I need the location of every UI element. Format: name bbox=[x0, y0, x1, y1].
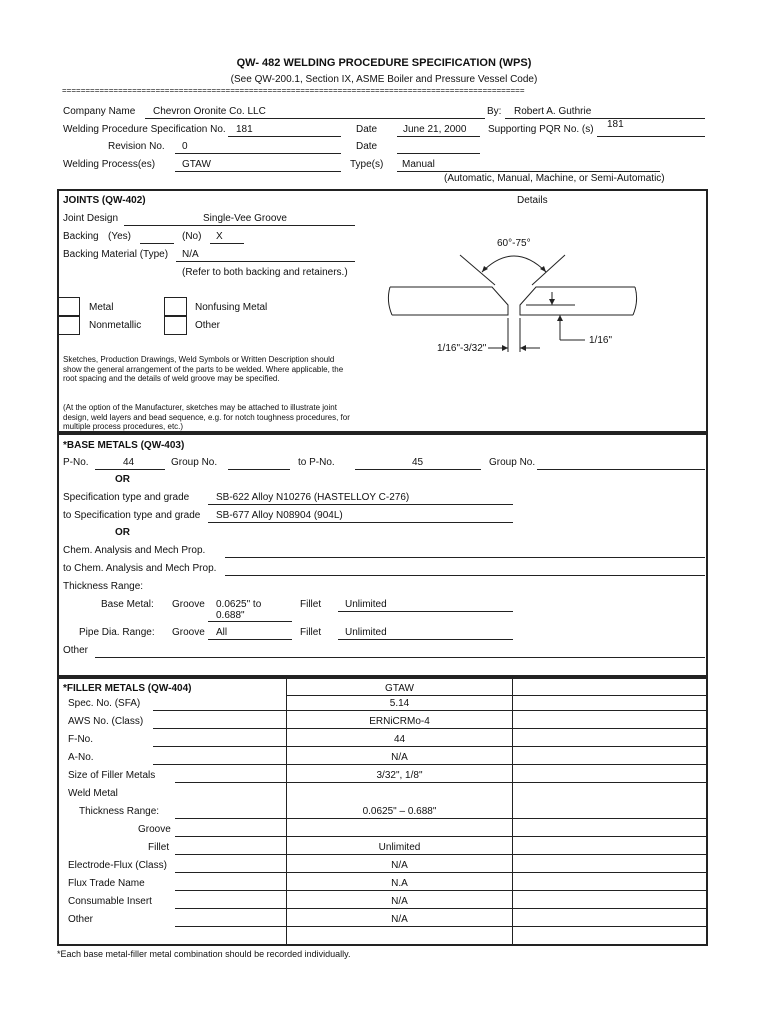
backing-yes-underline bbox=[140, 243, 174, 244]
filler-column-divider-2 bbox=[512, 678, 513, 945]
to-chem-analysis-underline bbox=[225, 575, 705, 576]
to-pno-label: to P-No. bbox=[298, 457, 335, 468]
filler-row-value: N/A bbox=[391, 896, 408, 907]
pqr-label: Supporting PQR No. (s) bbox=[488, 124, 594, 135]
document-subtitle: (See QW-200.1, Section IX, ASME Boiler and Pressure Vessel Code) bbox=[230, 74, 538, 85]
pipe-fillet-value: Unlimited bbox=[345, 627, 387, 638]
chem-analysis-label: Chem. Analysis and Mech Prop. bbox=[63, 545, 206, 556]
filler-row-value: Unlimited bbox=[378, 842, 421, 853]
joints-heading: JOINTS (QW-402) bbox=[63, 195, 146, 206]
separator-line: =================================================================================================== bbox=[62, 86, 525, 95]
filler-row-value: 5.14 bbox=[389, 698, 410, 709]
filler-row-underline bbox=[175, 782, 512, 783]
pno-underline bbox=[95, 469, 165, 470]
by-label: By: bbox=[487, 106, 502, 117]
backing-no-value: X bbox=[216, 231, 223, 242]
base-groove-value-1: 0.0625" to bbox=[216, 599, 262, 610]
filler-row-underline bbox=[175, 872, 512, 873]
joint-design-underline bbox=[124, 225, 355, 226]
filler-row-underline bbox=[153, 764, 512, 765]
filler-row-label: Flux Trade Name bbox=[68, 878, 145, 889]
pipe-groove-label: Groove bbox=[172, 627, 205, 638]
filler-row-underline bbox=[175, 836, 512, 837]
group-label: Group No. bbox=[171, 457, 218, 468]
or-label-1: OR bbox=[115, 474, 130, 485]
filler-row-underline-extra bbox=[512, 890, 706, 891]
pqr-value: 181 bbox=[607, 119, 624, 130]
filler-row-underline-extra bbox=[512, 746, 706, 747]
date-underline bbox=[397, 136, 480, 137]
filler-row-underline bbox=[175, 854, 512, 855]
nonfusing-metal-checkbox[interactable] bbox=[164, 297, 187, 317]
filler-row-underline bbox=[175, 890, 512, 891]
filler-row-value: N.A bbox=[391, 878, 408, 889]
base-groove-value-2: 0.688" bbox=[216, 610, 245, 621]
filler-row-label: Spec. No. (SFA) bbox=[68, 698, 141, 709]
date2-underline bbox=[397, 153, 480, 154]
document-title: QW- 482 WELDING PROCEDURE SPECIFICATION (WPS) bbox=[236, 57, 532, 69]
types-value: Manual bbox=[402, 159, 435, 170]
pipe-dia-range-label: Pipe Dia. Range: bbox=[79, 627, 155, 638]
other-checkbox[interactable] bbox=[164, 315, 187, 335]
welding-process-value: GTAW bbox=[182, 159, 211, 170]
filler-row-label: AWS No. (Class) bbox=[68, 716, 144, 727]
filler-row-underline bbox=[175, 908, 512, 909]
pno-value: 44 bbox=[123, 457, 135, 468]
filler-row-value: 0.0625" – 0.688" bbox=[362, 806, 437, 817]
pipe-groove-value: All bbox=[216, 627, 228, 638]
filler-row-label: Electrode-Flux (Class) bbox=[68, 860, 167, 871]
to-pno-underline bbox=[355, 469, 481, 470]
filler-header-rule bbox=[287, 695, 707, 696]
base-metals-heading: *BASE METALS (QW-403) bbox=[63, 440, 185, 451]
joint-design-value: Single-Vee Groove bbox=[203, 213, 287, 224]
filler-row-underline-extra bbox=[512, 926, 706, 927]
to-chem-analysis-label: to Chem. Analysis and Mech Prop. bbox=[63, 563, 217, 574]
pno-label: P-No. bbox=[63, 457, 89, 468]
revision-label: Revision No. bbox=[108, 141, 165, 152]
nonfusing-metal-label: Nonfusing Metal bbox=[195, 302, 268, 313]
base-groove-underline bbox=[208, 621, 292, 622]
to-pno-value: 45 bbox=[412, 457, 424, 468]
base-fillet-label: Fillet bbox=[300, 599, 322, 610]
group-underline bbox=[228, 469, 290, 470]
spec-grade-value: SB-622 Alloy N10276 (HASTELLOY C-276) bbox=[216, 492, 410, 503]
angle-label: 60°-75° bbox=[497, 238, 531, 249]
pipe-fillet-label: Fillet bbox=[300, 627, 322, 638]
filler-row-underline-extra bbox=[512, 764, 706, 765]
filler-row-value: N/A bbox=[391, 752, 408, 763]
pipe-fillet-underline bbox=[338, 639, 513, 640]
filler-row-underline bbox=[153, 710, 512, 711]
filler-row-underline-extra bbox=[512, 818, 706, 819]
spec-grade-label: Specification type and grade bbox=[63, 492, 190, 503]
backing-yes-label: (Yes) bbox=[108, 231, 131, 242]
nonmetallic-checkbox[interactable] bbox=[57, 315, 80, 335]
filler-row-label: Other bbox=[68, 914, 94, 925]
nonmetallic-label: Nonmetallic bbox=[89, 320, 142, 331]
base-fillet-value: Unlimited bbox=[345, 599, 387, 610]
filler-row-label: Fillet bbox=[148, 842, 170, 853]
right-plate bbox=[520, 287, 635, 315]
date-label: Date bbox=[356, 124, 378, 135]
date2-label: Date bbox=[356, 141, 378, 152]
filler-row-underline-extra bbox=[512, 908, 706, 909]
by-underline bbox=[505, 118, 705, 119]
left-plate bbox=[390, 287, 508, 315]
by-value: Robert A. Guthrie bbox=[514, 106, 592, 117]
group2-label: Group No. bbox=[489, 457, 536, 468]
base-groove-label: Groove bbox=[172, 599, 205, 610]
company-name-value: Chevron Oronite Co. LLC bbox=[153, 106, 266, 117]
sketch-note: Sketches, Production Drawings, Weld Symbols or Written Description should show the general arrangement of the parts to be welded. Where applicable, the root spacing and the details of weld groove may be specified. bbox=[63, 355, 344, 383]
filler-row-underline-extra bbox=[512, 836, 706, 837]
filler-row-underline bbox=[153, 728, 512, 729]
spec-grade-underline bbox=[208, 504, 513, 505]
to-spec-grade-underline bbox=[208, 522, 513, 523]
footnote: *Each base metal-filler metal combination should be recorded individually. bbox=[57, 949, 351, 959]
backing-no-label: (No) bbox=[182, 231, 202, 242]
filler-row-underline-extra bbox=[512, 782, 706, 783]
welding-process-label: Welding Process(es) bbox=[63, 159, 156, 170]
filler-row-value: ERNiCRMo-4 bbox=[369, 716, 430, 727]
chem-analysis-underline bbox=[225, 557, 705, 558]
pqr-underline bbox=[597, 136, 705, 137]
backing-label: Backing bbox=[63, 231, 99, 242]
filler-row-value: 44 bbox=[393, 734, 406, 745]
filler-row-underline-extra bbox=[512, 872, 706, 873]
base-metal-label: Base Metal: bbox=[101, 599, 154, 610]
wps-number-underline bbox=[228, 136, 341, 137]
filler-row-label: A-No. bbox=[68, 752, 94, 763]
backing-material-value: N/A bbox=[182, 249, 199, 260]
filler-row-label: Groove bbox=[138, 824, 171, 835]
revision-underline bbox=[175, 153, 341, 154]
filler-column-header-gtaw: GTAW bbox=[385, 683, 414, 694]
filler-row-underline bbox=[153, 746, 512, 747]
filler-row-underline bbox=[175, 818, 512, 819]
refer-note: (Refer to both backing and retainers.) bbox=[182, 267, 348, 278]
joint-design-label: Joint Design bbox=[63, 213, 119, 224]
base-fillet-underline bbox=[338, 611, 513, 612]
option-note: (At the option of the Manufacturer, sketches may be attached to illustrate joint design, weld layers and bead sequence, e.g. for notch toughness procedures, for multiple process procedures, etc.) bbox=[63, 403, 350, 431]
base-other-label: Other bbox=[63, 645, 89, 656]
filler-row-underline-extra bbox=[512, 728, 706, 729]
filler-metals-heading: *FILLER METALS (QW-404) bbox=[63, 683, 192, 694]
types-label: Type(s) bbox=[350, 159, 384, 170]
filler-row-label: F-No. bbox=[68, 734, 93, 745]
to-spec-grade-label: to Specification type and grade bbox=[63, 510, 201, 521]
wps-number-value: 181 bbox=[236, 124, 253, 135]
filler-row-label: Consumable Insert bbox=[68, 896, 152, 907]
filler-row-label: Thickness Range: bbox=[79, 806, 160, 817]
types-underline bbox=[397, 171, 660, 172]
to-spec-grade-value: SB-677 Alloy N08904 (904L) bbox=[216, 510, 343, 521]
company-name-underline bbox=[145, 118, 485, 119]
filler-row-value: N/A bbox=[391, 914, 408, 925]
metal-label: Metal bbox=[89, 302, 114, 313]
root-gap-label: 1/16"-3/32" bbox=[437, 343, 487, 354]
thickness-range-label: Thickness Range: bbox=[63, 581, 144, 592]
filler-row-label: Size of Filler Metals bbox=[68, 770, 156, 781]
details-label: Details bbox=[517, 195, 548, 206]
or-label-2: OR bbox=[115, 527, 130, 538]
filler-row-value: 3/32", 1/8" bbox=[376, 770, 423, 781]
filler-row-underline-extra bbox=[512, 710, 706, 711]
date-value: June 21, 2000 bbox=[403, 124, 467, 135]
base-other-underline bbox=[95, 657, 705, 658]
revision-value: 0 bbox=[182, 141, 188, 152]
pipe-groove-underline bbox=[208, 639, 292, 640]
other-label: Other bbox=[195, 320, 221, 331]
company-name-label: Company Name bbox=[63, 106, 136, 117]
backing-material-label: Backing Material (Type) bbox=[63, 249, 169, 260]
filler-row-underline-extra bbox=[512, 854, 706, 855]
land-label: 1/16" bbox=[589, 335, 613, 346]
wps-number-label: Welding Procedure Specification No. bbox=[63, 124, 226, 135]
backing-no-underline bbox=[210, 243, 244, 244]
metal-checkbox[interactable] bbox=[57, 297, 80, 317]
filler-row-underline bbox=[175, 926, 512, 927]
filler-row-value: N/A bbox=[391, 860, 408, 871]
backing-material-underline bbox=[176, 261, 355, 262]
group2-underline bbox=[537, 469, 705, 470]
welding-process-underline bbox=[175, 171, 341, 172]
filler-row-label: Weld Metal bbox=[68, 788, 118, 799]
types-note: (Automatic, Manual, Machine, or Semi-Automatic) bbox=[444, 173, 665, 184]
